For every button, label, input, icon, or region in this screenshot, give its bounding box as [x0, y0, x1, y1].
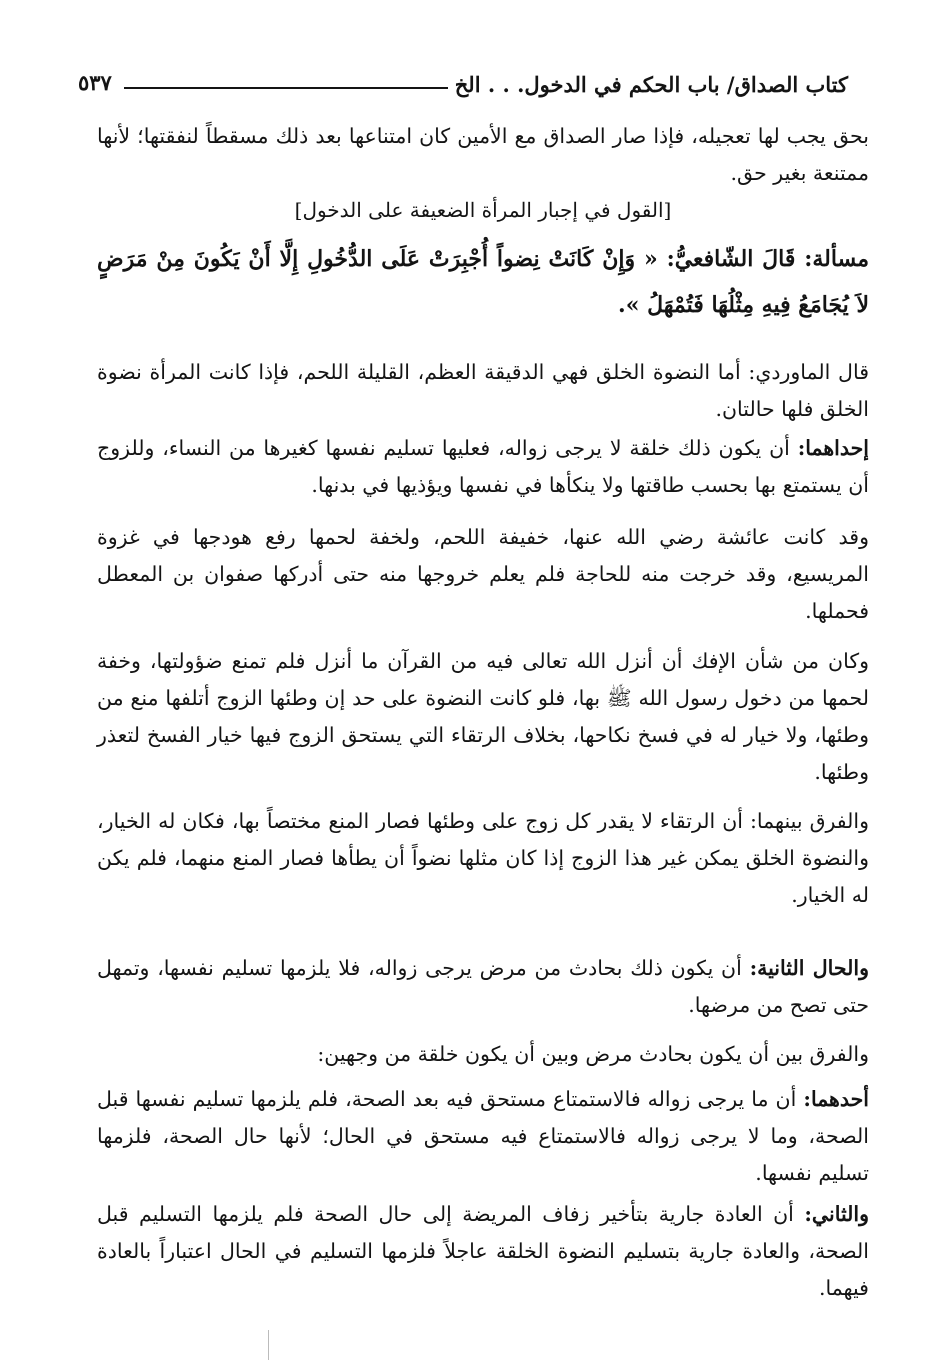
second-state-text: أن يكون ذلك بحادث من مرض يرجى زواله، فلا يلزمها تسليم نفسها، وتمهل حتى تصح من مرضها. [97, 956, 869, 1017]
aspect1-text: أن ما يرجى زواله فالاستمتاع مستحق فيه بعد الصحة، فلم يلزمها تسليم نفسها قبل الصحة، وما لا يرجى زواله فالاستمتاع فيه مستحق في الحال؛ لأنها حال الصحة، فلزمها تسليم نفسها. [97, 1087, 869, 1185]
aspect1-paragraph [97, 1081, 869, 1192]
first-state-paragraph [97, 430, 869, 504]
scan-artifact-line [268, 1330, 269, 1360]
difference-paragraph: والفرق بينهما: أن الرتقاء لا يقدر كل زوج على وطئها فصار المنع مختصاً بها، فكان له الخيار، والنضوة الخلق يمكن غير هذا الزوج إذا كان مثلها نضواً أن يطأها فصار المنع منهما، فلم يكن له الخيار. [97, 809, 869, 907]
header-rule [124, 87, 448, 89]
page-number: ٥٣٧ [78, 70, 112, 95]
header-title: كتاب الصداق/ باب الحكم في الدخول. . . الخ [454, 72, 848, 97]
masala-label: مسألة: قَالَ الشّافعيُّ: [666, 246, 869, 272]
first-state-text: أن يكون ذلك خلقة لا يرجى زواله، فعليها تسليم نفسها كغيرها من النساء، وللزوج أن يستمتع بها بحسب طاقتها ولا ينكأها في نفسها ويؤذيها في بدنها. [97, 436, 869, 497]
intro-paragraph: بحق يجب لها تعجيله، فإذا صار الصداق مع الأمين كان امتناعها بعد ذلك مسقطاً لنفقتها؛ لأنها ممتنعة بغير حق. [97, 124, 869, 185]
running-header [78, 66, 848, 104]
second-state-paragraph [97, 950, 869, 1024]
masala-block [97, 236, 869, 328]
section-heading: [القول في إجبار المرأة الضعيفة على الدخول] [294, 198, 672, 222]
two-aspects-paragraph: والفرق بين أن يكون بحادث مرض وبين أن يكون خلقة من وجهين: [317, 1042, 869, 1066]
aspect1-lead: أحدهما: [803, 1087, 869, 1111]
aspect2-text: أن العادة جارية بتأخير زفاف المريضة إلى حال الصحة فلم يلزمها التسليم قبل الصحة، والعادة جارية بتسليم النضوة الخلقة عاجلاً فلزمها التسليم في الحال اعتباراً بالعادة فيهما. [97, 1202, 869, 1300]
aspect2-lead: والثاني: [804, 1202, 869, 1226]
second-state-lead: والحال الثانية: [749, 956, 869, 980]
aspect2-paragraph [97, 1196, 869, 1307]
masala-quote: « وَإِنْ كَانَتْ نِضواً أُجْبِرَتْ عَلَى الدُّخُولِ إِلَّا أَنْ يَكُونَ مِنْ مَرَضٍ لاَ يُجَامَعُ فِيهِ مِثْلُهَا فَتُمْهَلُ ». [97, 246, 869, 318]
ifk-paragraph: وكان من شأن الإفك أن أنزل الله تعالى فيه من القرآن ما أنزل فلم تمنع ضؤولتها، وخفة لحمها من دخول رسول الله ﷺ بها، فلو كانت النضوة على حد إن وطئها الزوج أتلفها منع من وطئها، ولا خيار له في فسخ نكاحها، بخلاف الرتقاء التي يستحق الزوج فيها خيار الفسخ لتعذر وطئها. [97, 649, 869, 784]
aisha-paragraph: وقد كانت عائشة رضي الله عنها، خفيفة اللحم، ولخفة لحمها رفع هودجها في غزوة المريسيع، وقد خرجت منه للحاجة فلم يعلم خروجها منه حتى أدركها صفوان بن المعطل فحملها. [97, 525, 869, 623]
first-state-lead: إحداهما: [797, 436, 869, 460]
mawardi-paragraph: قال الماوردي: أما النضوة الخلق فهي الدقيقة العظم، القليلة اللحم، فإذا كانت المرأة نضوة الخلق فلها حالتان. [97, 360, 869, 421]
